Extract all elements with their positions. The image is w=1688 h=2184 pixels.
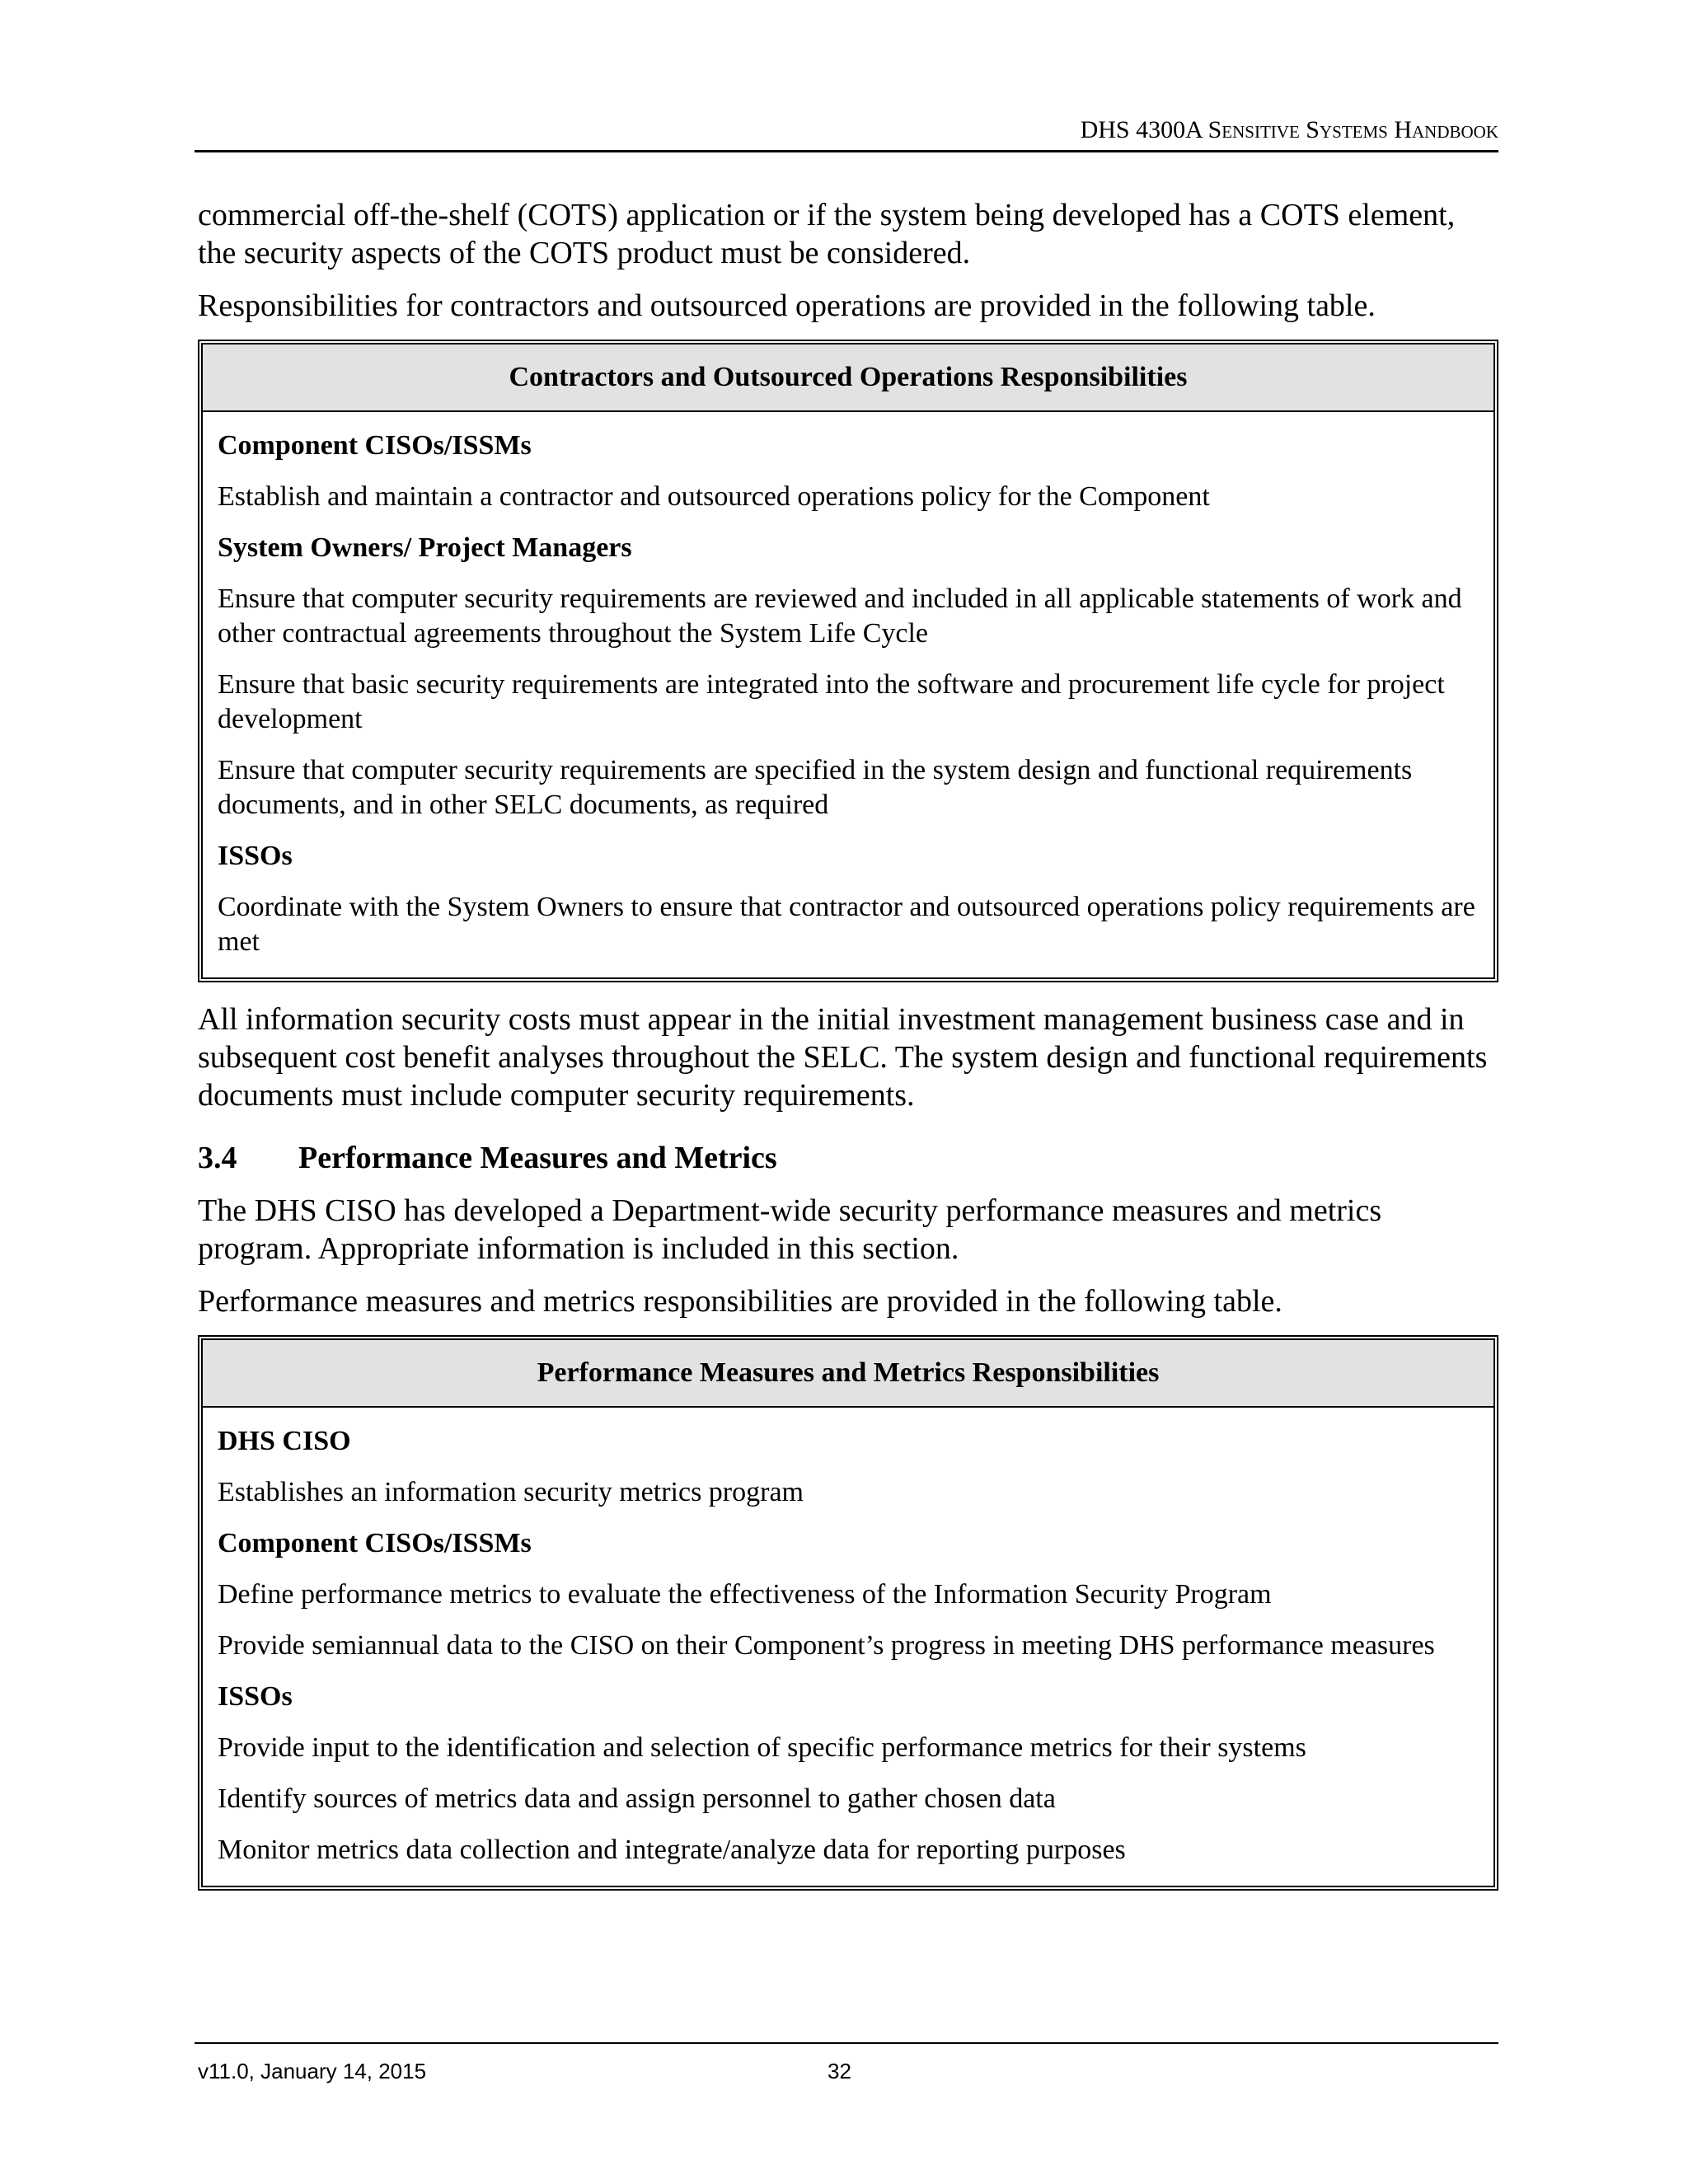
- footer-version: v11.0, January 14, 2015: [198, 2059, 427, 2083]
- responsibility-item: Ensure that computer security requirements are reviewed and included in all applicable statements of work and other contractual agreements throughout the System Life Cycle: [218, 583, 1462, 649]
- paragraph-cots: commercial off-the-shelf (COTS) application or if the system being developed has a COTS element, the security aspects of the COTS product must be considered.: [198, 198, 1456, 270]
- responsibility-item: Define performance metrics to evaluate the effectiveness of the Information Security Program: [218, 1579, 1272, 1610]
- section-number: 3.4: [198, 1141, 237, 1175]
- paragraph-table-intro-1: Responsibilities for contractors and outsourced operations are provided in the following table.: [198, 288, 1376, 323]
- table-body: [203, 1408, 1493, 1886]
- table-title: Contractors and Outsourced Operations Responsibilities: [203, 344, 1493, 412]
- page-number: 32: [828, 2059, 851, 2083]
- role-heading: System Owners/ Project Managers: [218, 532, 632, 563]
- table-performance-responsibilities: [198, 1335, 1498, 1891]
- header-title: Sensitive Systems Handbook: [1207, 116, 1498, 143]
- responsibility-item: Ensure that computer security requirements are specified in the system design and functional requirements documents, and in other SELC documents, as required: [218, 755, 1413, 820]
- section-heading: [198, 1139, 1498, 1177]
- responsibility-item: Establishes an information security metrics program: [218, 1477, 804, 1507]
- section-title: Performance Measures and Metrics: [298, 1141, 777, 1175]
- table-title: Performance Measures and Metrics Responsibilities: [203, 1340, 1493, 1408]
- responsibility-item: Coordinate with the System Owners to ensure that contractor and outsourced operations policy requirements are met: [218, 892, 1475, 957]
- paragraph-ciso-program: The DHS CISO has developed a Department-wide security performance measures and metrics program. Appropriate information is included in this section.: [198, 1193, 1382, 1266]
- paragraph-table-intro-2: Performance measures and metrics responsibilities are provided in the following table.: [198, 1284, 1282, 1319]
- page-footer: [195, 2042, 1498, 2083]
- page-body: [198, 196, 1498, 1909]
- role-heading: ISSOs: [218, 841, 293, 871]
- header-prefix: DHS 4300A: [1080, 116, 1208, 143]
- paragraph-costs: All information security costs must appear in the initial investment management business case and in subsequent cost benefit analyses throughout the SELC. The system design and functional requirements documents must include computer security requirements.: [198, 1002, 1488, 1113]
- role-heading: Component CISOs/ISSMs: [218, 430, 532, 461]
- responsibility-item: Identify sources of metrics data and assign personnel to gather chosen data: [218, 1783, 1056, 1814]
- table-body: [203, 412, 1493, 977]
- responsibility-item: Establish and maintain a contractor and outsourced operations policy for the Component: [218, 481, 1210, 512]
- responsibility-item: Provide input to the identification and selection of specific performance metrics for their systems: [218, 1732, 1306, 1763]
- role-heading: ISSOs: [218, 1681, 293, 1712]
- responsibility-item: Provide semiannual data to the CISO on their Component’s progress in meeting DHS performance measures: [218, 1630, 1435, 1661]
- running-header: [195, 115, 1498, 152]
- role-heading: Component CISOs/ISSMs: [218, 1528, 532, 1558]
- role-heading: DHS CISO: [218, 1426, 351, 1456]
- table-contractors-responsibilities: [198, 340, 1498, 982]
- responsibility-item: Ensure that basic security requirements are integrated into the software and procurement life cycle for project development: [218, 669, 1445, 734]
- responsibility-item: Monitor metrics data collection and integrate/analyze data for reporting purposes: [218, 1835, 1126, 1865]
